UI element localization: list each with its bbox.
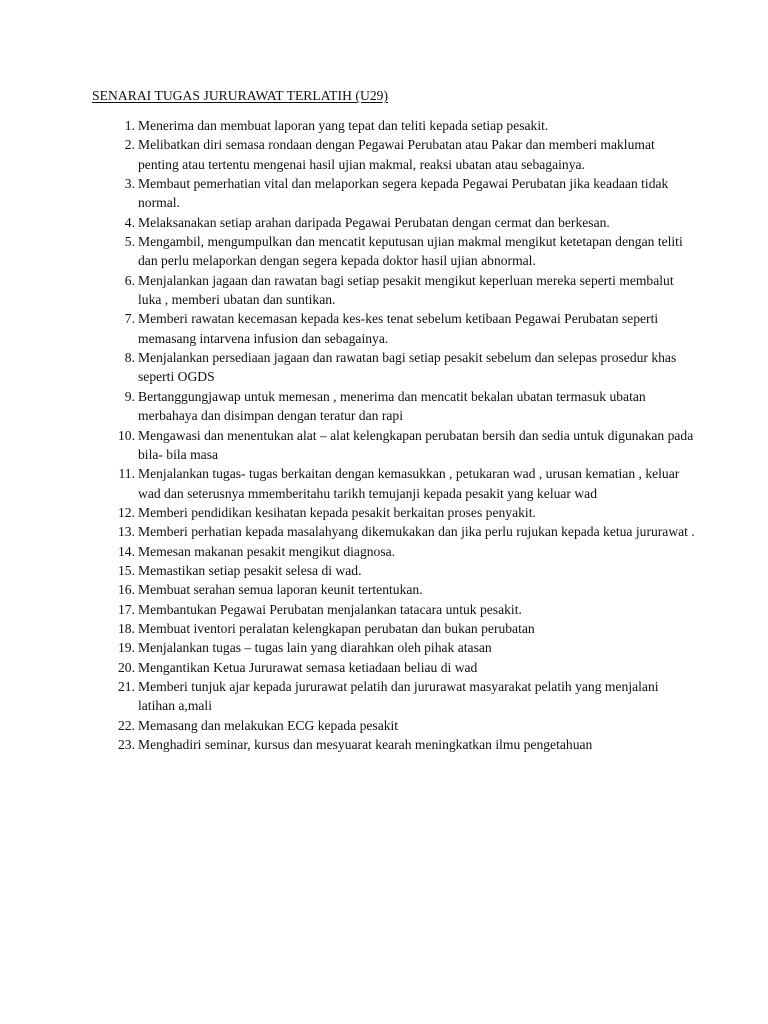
list-item bbox=[118, 561, 698, 580]
list-item bbox=[118, 464, 698, 503]
list-item-text: Membuat serahan semua laporan keunit tertentukan. bbox=[138, 582, 423, 598]
list-item-text: Bertanggungjawap untuk memesan , menerima dan mencatit bekalan ubatan termasuk ubatan merbahaya dan disimpan dengan teratur dan rapi bbox=[138, 388, 646, 424]
list-item-number: 17. bbox=[118, 601, 135, 617]
list-item-number: 8. bbox=[124, 350, 135, 366]
list-item bbox=[124, 116, 698, 135]
list-item bbox=[118, 426, 698, 465]
list-item-number: 3. bbox=[124, 176, 135, 192]
list-item bbox=[124, 135, 698, 174]
list-item-text: Memastikan setiap pesakit selesa di wad. bbox=[138, 562, 362, 578]
document-title: SENARAI TUGAS JURURAWAT TERLATIH (U29) bbox=[92, 88, 389, 103]
list-item bbox=[118, 619, 698, 638]
list-item-number: 10. bbox=[118, 427, 135, 443]
list-item bbox=[124, 213, 698, 232]
list-item-number: 14. bbox=[118, 543, 135, 559]
list-item bbox=[124, 271, 698, 310]
list-item bbox=[118, 600, 698, 619]
list-item-number: 5. bbox=[124, 234, 135, 250]
list-item-text: Memberi pendidikan kesihatan kepada pesakit berkaitan proses penyakit. bbox=[138, 504, 536, 520]
list-item-text: Mengantikan Ketua Jururawat semasa ketiadaan beliau di wad bbox=[138, 659, 478, 675]
list-item-text: Menerima dan membuat laporan yang tepat dan teliti kepada setiap pesakit. bbox=[138, 118, 549, 133]
list-item-number: 4. bbox=[124, 214, 135, 230]
list-item-text: Memberi rawatan kecemasan kepada kes-kes tenat sebelum ketibaan Pegawai Perubatan seperti memasang intarvena infusion dan sebagainya. bbox=[138, 311, 659, 346]
list-item bbox=[118, 503, 698, 522]
list-item-text: Membaut pemerhatian vital dan melaporkan segera kepada Pegawai Perubatan jika keadaan tidak normal. bbox=[138, 176, 669, 211]
list-item bbox=[118, 580, 698, 599]
list-item bbox=[118, 677, 698, 716]
list-item-text: Memesan makanan pesakit mengikut diagnosa. bbox=[138, 543, 396, 559]
list-item-text: Mengambil, mengumpulkan dan mencatit keputusan ujian makmal mengikut ketetapan dengan teliti dan perlu melaporkan dengan segera kepada doktor hasil ujian abnormal. bbox=[138, 234, 683, 269]
list-item bbox=[118, 658, 698, 677]
list-item bbox=[124, 232, 698, 271]
list-item bbox=[124, 309, 698, 348]
list-item-number: 12. bbox=[118, 504, 135, 520]
list-item bbox=[124, 387, 698, 426]
list-item-number: 2. bbox=[124, 137, 135, 153]
list-item-number: 18. bbox=[118, 620, 135, 636]
list-item-text: Menghadiri seminar, kursus dan mesyuarat kearah meningkatkan ilmu pengetahuan bbox=[138, 737, 593, 752]
list-item-number: 6. bbox=[124, 272, 135, 288]
list-item bbox=[124, 174, 698, 213]
list-item-text: Membantukan Pegawai Perubatan menjalankan tatacara untuk pesakit. bbox=[138, 601, 522, 617]
list-item-number: 16. bbox=[118, 582, 135, 598]
list-item-number: 7. bbox=[124, 311, 135, 327]
list-item-number: 19. bbox=[118, 640, 135, 656]
list-item-number: 1. bbox=[124, 118, 135, 133]
list-item bbox=[118, 542, 698, 561]
list-item-number: 23. bbox=[118, 737, 135, 752]
list-item-text: Mengawasi dan menentukan alat – alat kelengkapan perubatan bersih dan sedia untuk digunakan pada bila- bila masa bbox=[138, 427, 694, 462]
list-item-text: Menjalankan persediaan jagaan dan rawatan bagi setiap pesakit sebelum dan selepas prosedur khas seperti OGDS bbox=[138, 350, 677, 385]
list-item-number: 13. bbox=[118, 524, 135, 540]
list-item-text: Memberi perhatian kepada masalahyang dikemukakan dan jika perlu rujukan kepada ketua jururawat . bbox=[138, 524, 695, 540]
list-item-number: 21. bbox=[118, 678, 135, 694]
list-item-number: 9. bbox=[124, 388, 135, 404]
task-list bbox=[118, 116, 698, 754]
list-item-text: Memberi tunjuk ajar kepada jururawat pelatih dan jururawat masyarakat pelatih yang menjalani latihan a,mali bbox=[138, 678, 659, 714]
list-item-number: 11. bbox=[118, 466, 135, 482]
list-item-text: Melaksanakan setiap arahan daripada Pegawai Perubatan dengan cermat dan berkesan. bbox=[138, 214, 610, 230]
list-item-text: Memasang dan melakukan ECG kepada pesakit bbox=[138, 717, 399, 733]
list-item-text: Menjalankan tugas- tugas berkaitan dengan kemasukkan , petukaran wad , urusan kematian , keluar wad dan seterusnya mmemberitahu tarikh temujanji kepada pesakit yang keluar wad bbox=[138, 466, 680, 501]
list-item-number: 22. bbox=[118, 717, 135, 733]
list-item-text: Menjalankan tugas – tugas lain yang diarahkan oleh pihak atasan bbox=[138, 640, 492, 656]
list-item bbox=[118, 716, 698, 735]
list-item-number: 20. bbox=[118, 659, 135, 675]
list-item bbox=[118, 735, 698, 754]
list-item bbox=[118, 522, 698, 541]
list-item bbox=[118, 638, 698, 657]
list-item-text: Melibatkan diri semasa rondaan dengan Pegawai Perubatan atau Pakar dan memberi maklumat penting atau tertentu mengenai hasil ujian makmal, reaksi ubatan atau sebagainya. bbox=[138, 137, 655, 172]
list-item-number: 15. bbox=[118, 562, 135, 578]
list-item-text: Menjalankan jagaan dan rawatan bagi setiap pesakit mengikut keperluan mereka seperti membalut luka , memberi ubatan dan suntikan. bbox=[138, 272, 674, 308]
list-item-text: Membuat iventori peralatan kelengkapan perubatan dan bukan perubatan bbox=[138, 620, 535, 636]
list-item bbox=[124, 348, 698, 387]
